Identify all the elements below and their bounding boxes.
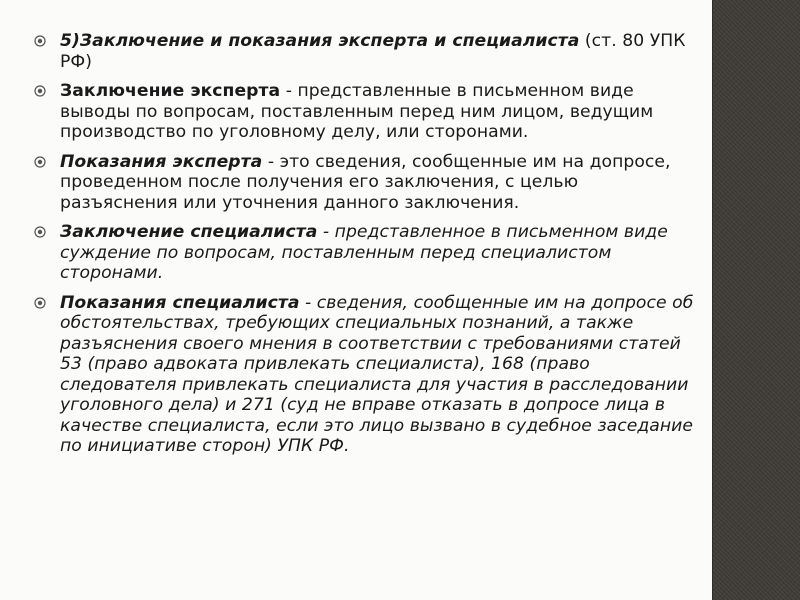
- term-heading: Заключение специалиста: [60, 222, 318, 242]
- circled-dot-bullet-icon: [34, 81, 60, 143]
- definition-text: - представленное в письменном виде суждение по вопросам, поставленным перед специалистом сторонами.: [60, 222, 668, 283]
- circled-dot-bullet-icon: [34, 31, 60, 72]
- circled-dot-bullet-icon: [34, 293, 60, 457]
- list-item: [34, 222, 696, 284]
- circled-dot-bullet-icon: [34, 222, 60, 284]
- list-item-text: [60, 293, 696, 457]
- list-item-text: [60, 152, 696, 214]
- list-item-text: [60, 31, 696, 72]
- definition-text: - сведения, сообщенные им на допросе об обстоятельствах, требующих специальных познаний, а также разъяснения своего мнения в соответствии с требованиями статей 53 (право адвоката привлекать специалиста), 168 (право следователя привлекать специалиста для участия в расследовании уголовного дела) и 271 (суд не вправе отказать в допросе лица в качестве специалиста, если это лицо вызвано в судебное заседание по инициативе сторон) УПК РФ.: [60, 292, 694, 456]
- term-heading: Показания специалиста: [60, 292, 300, 313]
- definition-text: - представленные в письменном виде выводы по вопросам, поставленным перед ним лицом, ведущим производство по уголовному делу, или сторонами.: [60, 81, 654, 142]
- list-item: [34, 152, 696, 214]
- decorative-side-panel: [712, 0, 800, 600]
- list-item-text: [60, 81, 696, 143]
- term-heading: 5)Заключение и показания эксперта и специалиста: [60, 31, 580, 51]
- list-item: [34, 31, 696, 72]
- circled-dot-bullet-icon: [34, 152, 60, 214]
- list-item: [34, 81, 696, 143]
- definition-text: (ст. 80 УПК РФ): [60, 31, 686, 72]
- definition-text: - это сведения, сообщенные им на допросе, проведенном после получения его заключения, с целью разъяснения или уточнения данного заключения.: [60, 151, 671, 213]
- list-item-text: [60, 222, 696, 284]
- term-heading: Заключение эксперта: [60, 81, 281, 101]
- bullet-list: [34, 31, 696, 466]
- list-item: [34, 293, 696, 457]
- term-heading: Показания эксперта: [60, 151, 263, 172]
